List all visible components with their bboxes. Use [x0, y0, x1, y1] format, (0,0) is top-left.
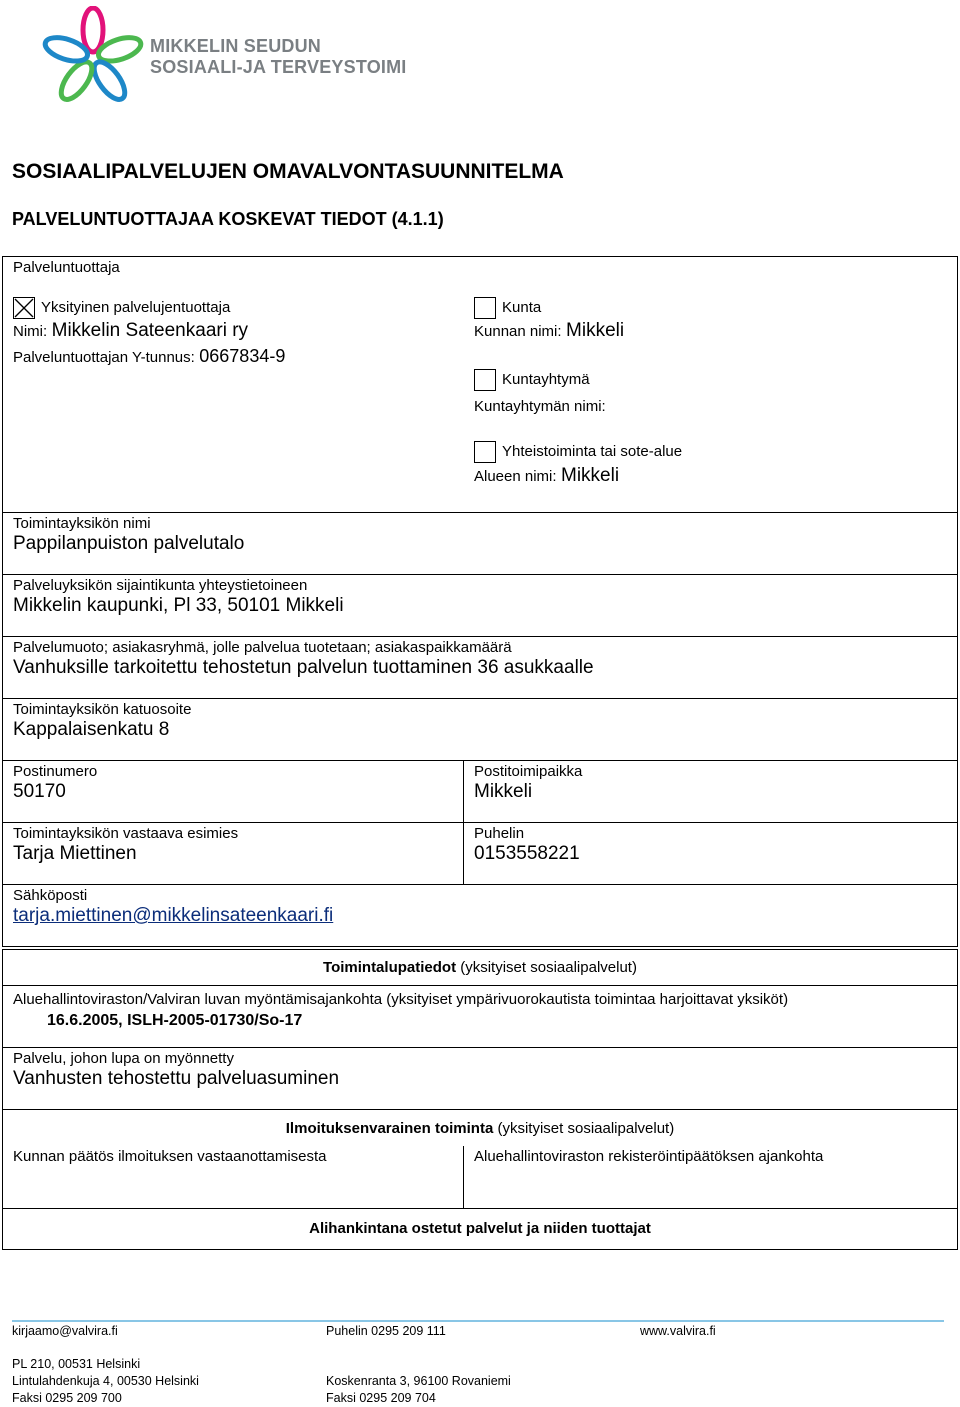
- postcode-label: Postinumero: [13, 763, 98, 780]
- postcode-cell: [3, 761, 464, 823]
- postoffice-value: Mikkeli: [474, 781, 533, 802]
- unit-name-cell: [3, 513, 958, 575]
- permit-date-value: 16.6.2005, ISLH-2005-01730/So-17: [47, 1012, 303, 1029]
- kunta-label: Kunta: [502, 299, 542, 317]
- email-link[interactable]: tarja.miettinen@mikkelinsateenkaari.fi: [13, 905, 334, 926]
- kuntayhtyma-label: Kuntayhtymä: [502, 371, 590, 389]
- phone-value: 0153558221: [474, 843, 580, 864]
- manager-value: Tarja Miettinen: [13, 843, 137, 864]
- permit-date-label: Aluehallintoviraston/Valviran luvan myöntämisajankohta (yksityiset ympärivuorokautista toimintaa harjoittavat yksiköt): [13, 991, 789, 1008]
- empty-checkbox-icon[interactable]: [474, 441, 496, 463]
- footer-address-2: Lintulahdenkuja 4, 00530 Helsinki: [12, 1374, 199, 1388]
- subcontract-header: Alihankintana ostetut palvelut ja niiden tuottajat: [309, 1220, 651, 1237]
- logo-line-2: SOSIAALI-JA TERVEYSTOIMI: [150, 57, 407, 77]
- alue-name-label: Alueen nimi:: [474, 468, 557, 485]
- footer-address-3: Koskenranta 3, 96100 Rovaniemi: [326, 1374, 511, 1388]
- footer-fax-2: Faksi 0295 209 704: [326, 1391, 436, 1405]
- location-cell: [3, 575, 958, 637]
- footer-address-1: PL 210, 00531 Helsinki: [12, 1357, 141, 1371]
- kunta-name-row: [474, 320, 624, 342]
- provider-section: [3, 257, 958, 513]
- yhteistoiminta-option[interactable]: [474, 441, 682, 463]
- footer-divider: [12, 1320, 944, 1322]
- service-form-label: Palvelumuoto; asiakasryhmä, jolle palvelua tuotetaan; asiakaspaikkamäärä: [13, 639, 512, 656]
- ytunnus-label: Palveluntuottajan Y-tunnus:: [13, 349, 195, 366]
- kunta-name-label: Kunnan nimi:: [474, 323, 562, 340]
- subcontract-cell: [3, 1209, 958, 1250]
- notification-header-cell: [3, 1110, 958, 1146]
- provider-name-row: [13, 320, 248, 342]
- manager-cell: [3, 823, 464, 885]
- yhteistoiminta-label: Yhteistoiminta tai sote-alue: [502, 443, 683, 461]
- ytunnus-value: 0667834-9: [199, 346, 286, 366]
- manager-label: Toimintayksikön vastaava esimies: [13, 825, 239, 842]
- kuntayhtyma-option[interactable]: [474, 369, 590, 391]
- footer-email[interactable]: kirjaamo@valvira.fi: [12, 1324, 118, 1338]
- provider-name-label: Nimi:: [13, 323, 48, 340]
- kunta-decision-cell: [3, 1146, 464, 1209]
- private-provider-option[interactable]: [13, 297, 230, 319]
- location-label: Palveluyksikön sijaintikunta yhteystietoineen: [13, 577, 308, 594]
- alue-name-row: [474, 465, 619, 487]
- footer-web[interactable]: www.valvira.fi: [640, 1324, 716, 1338]
- street-value: Kappalaisenkatu 8: [13, 719, 170, 740]
- kunta-name-value: Mikkeli: [566, 320, 625, 341]
- ytunnus-row: [13, 345, 285, 367]
- permit-header-bold: Toimintalupatiedot: [323, 959, 457, 976]
- street-cell: [3, 699, 958, 761]
- postcode-value: 50170: [13, 781, 66, 802]
- avi-registration-cell: [464, 1146, 958, 1209]
- unit-name-value: Pappilanpuiston palvelutalo: [13, 533, 245, 554]
- permit-service-label: Palvelu, johon lupa on myönnetty: [13, 1050, 234, 1067]
- provider-header: Palveluntuottaja: [13, 259, 120, 276]
- email-label: Sähköposti: [13, 887, 88, 904]
- empty-checkbox-icon[interactable]: [474, 369, 496, 391]
- postoffice-label: Postitoimipaikka: [474, 763, 583, 780]
- logo-text: [150, 36, 407, 78]
- permit-service-cell: [3, 1048, 958, 1110]
- location-value: Mikkelin kaupunki, Pl 33, 50101 Mikkeli: [13, 595, 344, 616]
- footer-fax-1: Faksi 0295 209 700: [12, 1391, 122, 1405]
- provider-form: [2, 256, 958, 1250]
- provider-name-value: Mikkelin Sateenkaari ry: [51, 320, 249, 341]
- logo-line-1: MIKKELIN SEUDUN: [150, 36, 322, 56]
- document-title: SOSIAALIPALVELUJEN OMAVALVONTASUUNNITELMA: [12, 160, 564, 183]
- notification-header-bold: Ilmoituksenvarainen toiminta: [285, 1120, 494, 1137]
- avi-registration-label: Aluehallintoviraston rekisteröintipäätöksen ajankohta: [474, 1147, 824, 1165]
- phone-cell: [464, 823, 958, 885]
- phone-label: Puhelin: [474, 825, 525, 842]
- permit-header-rest: (yksityiset sosiaalipalvelut): [456, 959, 637, 976]
- private-provider-label: Yksityinen palvelujentuottaja: [41, 299, 231, 317]
- postoffice-cell: [464, 761, 958, 823]
- alue-name-value: Mikkeli: [561, 465, 620, 486]
- empty-checkbox-icon[interactable]: [474, 297, 496, 319]
- permit-service-value: Vanhusten tehostettu palveluasuminen: [13, 1068, 340, 1089]
- checked-checkbox-icon[interactable]: [13, 297, 35, 319]
- service-form-cell: [3, 637, 958, 699]
- document-subtitle: PALVELUNTUOTTAJAA KOSKEVAT TIEDOT (4.1.1): [12, 209, 444, 229]
- kunta-decision-label: Kunnan päätös ilmoituksen vastaanottamisesta: [13, 1147, 327, 1165]
- flower-logo-icon: [38, 6, 148, 110]
- service-form-value: Vanhuksille tarkoitettu tehostetun palvelun tuottaminen 36 asukkaalle: [13, 657, 594, 678]
- notification-header: [13, 1120, 947, 1138]
- unit-name-label: Toimintayksikön nimi: [13, 515, 151, 532]
- kuntayhtyma-name-label: Kuntayhtymän nimi:: [474, 398, 606, 415]
- kunta-option[interactable]: [474, 297, 541, 319]
- footer-phone: Puhelin 0295 209 111: [326, 1324, 446, 1338]
- permit-header-cell: [3, 950, 958, 986]
- email-cell: [3, 885, 958, 947]
- permit-date-cell: [3, 986, 958, 1048]
- notification-header-rest: (yksityiset sosiaalipalvelut): [493, 1120, 675, 1137]
- permit-header: [13, 959, 947, 977]
- street-label: Toimintayksikön katuosoite: [13, 701, 192, 718]
